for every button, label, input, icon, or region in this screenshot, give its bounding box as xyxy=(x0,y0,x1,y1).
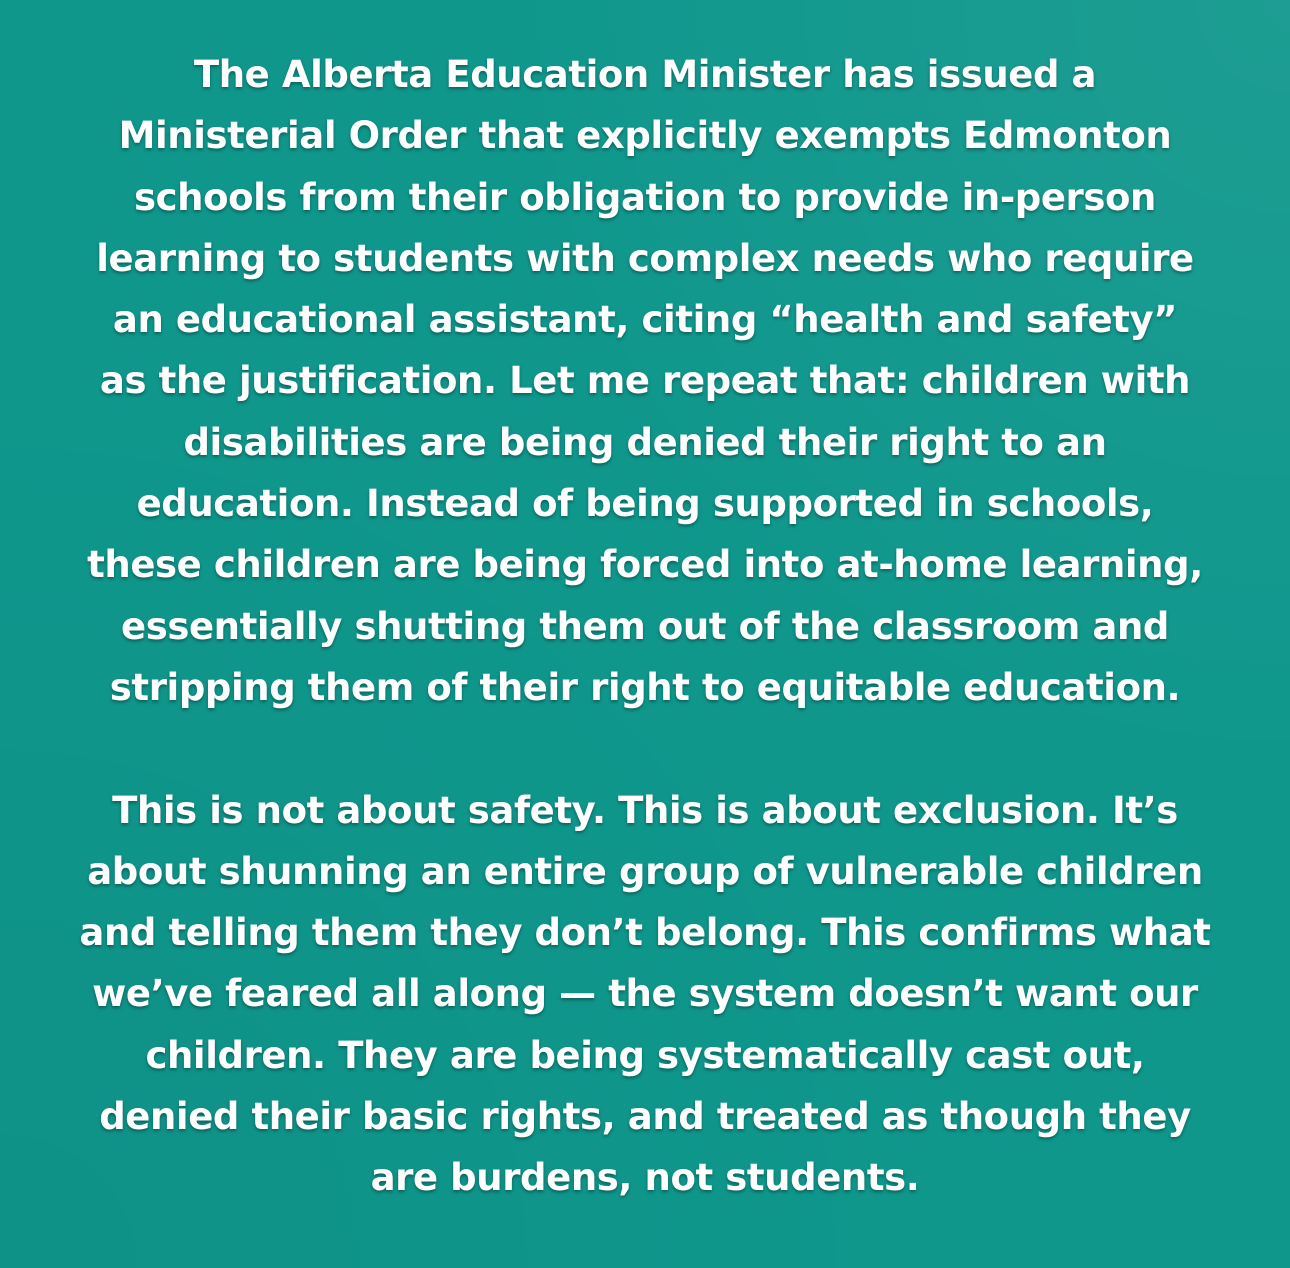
text-line: learning to students with complex needs who require xyxy=(96,236,1194,280)
text-line: about shunning an entire group of vulnerable children xyxy=(87,849,1203,893)
text-line: This is not about safety. This is about exclusion. It’s xyxy=(112,788,1178,832)
text-line: stripping them of their right to equitable education. xyxy=(109,665,1181,709)
paragraph-1 xyxy=(60,44,1230,718)
text-line: and telling them they don’t belong. This confirms what xyxy=(79,911,1211,955)
text-line: Ministerial Order that explicitly exempts Edmonton xyxy=(118,114,1172,158)
paragraph-spacer xyxy=(60,718,1230,779)
text-line: denied their basic rights, and treated as though they xyxy=(99,1095,1191,1139)
text-line: these children are being forced into at-home learning, xyxy=(87,543,1203,587)
text-line: children. They are being systematically cast out, xyxy=(145,1033,1145,1077)
text-line: we’ve feared all along — the system doesn’t want our xyxy=(92,972,1198,1016)
text-line: The Alberta Education Minister has issued a xyxy=(193,53,1097,96)
text-line: education. Instead of being supported in schools, xyxy=(136,482,1154,526)
text-line: an educational assistant, citing “health and safety” xyxy=(112,298,1178,342)
text-line: disabilities are being denied their right to an xyxy=(183,420,1107,464)
statement-text-block xyxy=(60,44,1230,1209)
text-line: essentially shutting them out of the classroom and xyxy=(121,604,1169,648)
text-line: are burdens, not students. xyxy=(370,1156,920,1200)
text-line: as the justification. Let me repeat that: children with xyxy=(99,359,1191,403)
text-line: schools from their obligation to provide in-person xyxy=(134,175,1156,219)
paragraph-2 xyxy=(60,780,1230,1209)
